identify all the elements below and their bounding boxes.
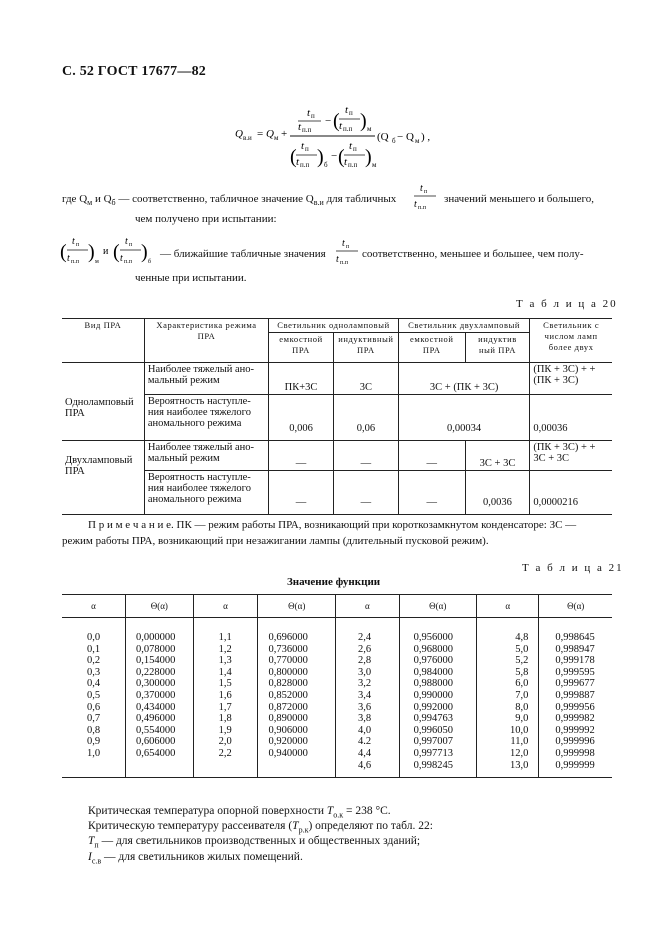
t21-cell: 3,2 xyxy=(358,678,372,690)
t21-cell: 0,984000 xyxy=(413,666,453,678)
t21-h-theta2: Θ(α) xyxy=(258,595,336,618)
svg-text:б: б xyxy=(148,259,152,265)
t21-cell: 2,0 xyxy=(218,736,232,748)
t20-r4c5: 0,0000216 xyxy=(530,471,612,515)
t21-cell: 1,2 xyxy=(218,643,232,655)
t21-cell: 0,228000 xyxy=(136,666,176,678)
t21-h-alpha3: α xyxy=(336,595,400,618)
t21-cell: 0,999677 xyxy=(555,678,595,690)
t20-r1c4: (ПК + 3С) + + (ПК + 3С) xyxy=(530,363,612,395)
svg-text:(: ( xyxy=(60,241,67,263)
t21-cell: 0,9 xyxy=(87,736,101,748)
t21-cell: 0,3 xyxy=(87,666,101,678)
t21-cell: 0,770000 xyxy=(268,655,308,667)
num-t1: t xyxy=(307,107,311,119)
t21-h-theta4: Θ(α) xyxy=(567,601,585,611)
bottom-line-2: Критическую температуру рассеивателя $(T_{р.к})$ определяют по табл. 22: xyxy=(88,820,433,835)
svg-text:п.п: п.п xyxy=(71,259,79,265)
t20-r1c1: ПК+3С xyxy=(269,363,334,395)
t20-r3c2: — xyxy=(333,441,398,471)
formula xyxy=(235,103,465,178)
t21-cell: 0,154000 xyxy=(136,655,176,667)
t20-r4c2: — xyxy=(333,471,398,515)
den-b-sub: б xyxy=(324,161,328,169)
t20-prob-2: Вероятность наступле-ния наиболее тяжелого аномального режима xyxy=(144,471,268,515)
svg-text:п: п xyxy=(129,242,133,248)
t20-r1c3: 3С + (ПК + 3С) xyxy=(398,363,529,395)
svg-text:п: п xyxy=(346,244,350,250)
formula-tail-open: (Q xyxy=(377,131,389,143)
t21-cell: 0,992000 xyxy=(413,701,453,713)
formula-tail-end: ) , xyxy=(421,131,431,143)
svg-text:t: t xyxy=(120,253,123,264)
num-t1-sub: п xyxy=(311,112,315,120)
formula-tail-m: м xyxy=(415,137,420,145)
table21-caption: Т а б л и ц а 21 xyxy=(522,562,624,574)
t21-cell: 0,1 xyxy=(87,643,101,655)
formula-tail-b: б xyxy=(392,137,396,145)
den-paren1-l: ( xyxy=(290,146,297,168)
formula-lhs-sub: в.и xyxy=(243,134,252,142)
t21-cell: 4,8 xyxy=(515,632,529,643)
t20-r2c3: 0,00034 xyxy=(398,395,529,441)
svg-text:t: t xyxy=(420,183,423,194)
t20-r3c1: — xyxy=(269,441,334,471)
t21-cell: 0,999996 xyxy=(555,736,595,748)
svg-text:п.п: п.п xyxy=(124,259,132,265)
t21-cell: 1,1 xyxy=(218,632,232,643)
text-line-3: — ближайшие табличные значения xyxy=(160,248,326,260)
text-line-1-end: значений меньшего и большего, xyxy=(444,193,595,205)
t20-r2c1: 0,006 xyxy=(269,395,334,441)
t21-cell: 0,7 xyxy=(87,713,101,725)
t21-cell: 0,998645 xyxy=(555,632,595,643)
t21-cell: 0,370000 xyxy=(136,689,176,701)
t21-cell: 1,9 xyxy=(218,724,232,736)
t21-cell: 0,000000 xyxy=(136,632,176,643)
t21-h-alpha4: α xyxy=(476,595,538,618)
bottom-line-1: Критическая температура опорной поверхности $T_{о.к} = 238$ °С. xyxy=(88,805,391,820)
t21-cell: 4,4 xyxy=(358,747,372,759)
t21-cell: 0,696000 xyxy=(268,632,308,643)
t21-cell: 0,300000 xyxy=(136,678,176,690)
svg-text:t: t xyxy=(342,238,345,249)
page-header: С. 52 ГОСТ 17677—82 xyxy=(62,64,206,79)
t20-h-cap: емкостной ПРА xyxy=(269,333,334,363)
formula-tail-mid: − Q xyxy=(397,131,414,143)
t21-col-theta1 xyxy=(126,618,194,778)
t21-h-theta1: Θ(α) xyxy=(126,595,194,618)
den-t2: t xyxy=(349,140,353,152)
num-t2-sub: п xyxy=(349,109,353,117)
t20-row-two-lamp: Двухламповый ПРА xyxy=(62,441,144,515)
den-paren1-r: ) xyxy=(317,146,324,168)
t21-cell: 0,999982 xyxy=(555,713,595,725)
t21-cell: 3,4 xyxy=(358,689,372,701)
t21-cell: 0,2 xyxy=(87,655,101,667)
t21-cell: 0,736000 xyxy=(268,643,308,655)
t21-cell: 0,976000 xyxy=(413,655,453,667)
den-t2-den-sub: п.п xyxy=(348,161,358,169)
svg-text:м: м xyxy=(95,259,99,265)
t20-heavy-2: Наиболее тяжелый ано-мальный режим xyxy=(144,441,268,471)
t20-h-two: Светильник двухламповый xyxy=(398,319,529,333)
num-paren-r: ) xyxy=(360,110,367,132)
t21-cell: 1,0 xyxy=(87,747,101,759)
svg-text:п.п: п.п xyxy=(340,260,348,266)
t21-cell: 0,496000 xyxy=(136,713,176,725)
svg-text:(: ( xyxy=(113,241,120,263)
den-paren2-r: ) xyxy=(365,146,372,168)
den-m-sub: м xyxy=(372,161,377,169)
t21-cell: 0,956000 xyxy=(413,632,453,643)
bottom-line-4: $I_{с.в}$ — для светильников жилых помещений. xyxy=(88,851,303,866)
t21-cell: 0,654000 xyxy=(136,747,176,759)
den-t2-sub: п xyxy=(353,145,357,153)
formula-qm-sub: м xyxy=(274,134,279,142)
num-t2-den: t xyxy=(339,120,343,132)
t20-r3c5: (ПК + 3С) + + 3С + 3С xyxy=(530,441,612,471)
svg-text:): ) xyxy=(88,241,95,263)
t21-cell: 0,999178 xyxy=(555,655,595,667)
t21-cell: 0,940000 xyxy=(268,747,308,759)
text-line-1: где $Q_м$ и $Q_б$ — соответственно, табличное значение $Q_{в.и}$ для табличных xyxy=(62,193,397,208)
bottom-line-3: $T_п$ — для светильников производственных и общественных зданий; xyxy=(88,835,421,850)
t20-r2c2: 0,06 xyxy=(333,395,398,441)
t21-cell: 0,999956 xyxy=(555,701,595,713)
t20-r2c4: 0,00036 xyxy=(530,395,612,441)
den-minus: − xyxy=(331,150,338,162)
t21-col-alpha1 xyxy=(62,618,126,778)
num-t2: t xyxy=(345,104,349,116)
t21-h-theta3: Θ(α) xyxy=(399,595,476,618)
t21-cell: 6,0 xyxy=(515,678,529,690)
t21-col-alpha3 xyxy=(336,618,400,778)
t21-cell: 0,994763 xyxy=(413,713,453,725)
formula-lhs: Q xyxy=(235,128,243,140)
t21-cell: 4,6 xyxy=(358,759,372,771)
t21-cell: 0,5 xyxy=(87,689,101,701)
t21-cell: 0,998245 xyxy=(413,759,453,771)
t21-cell: 4,0 xyxy=(358,724,372,736)
t21-cell: 0,872000 xyxy=(268,701,308,713)
t21-cell: 0,990000 xyxy=(413,689,453,701)
svg-text:и: и xyxy=(103,246,109,257)
t21-col-alpha2 xyxy=(193,618,258,778)
t21-cell: 0,997007 xyxy=(413,736,453,748)
inline-frac-pair xyxy=(60,233,160,273)
t20-r1c2: 3С xyxy=(333,363,398,395)
t21-cell: 1,7 xyxy=(218,701,232,713)
t21-cell: 0,999999 xyxy=(555,759,595,771)
t20-h-cap2: емкостной ПРА xyxy=(398,333,465,363)
t21-cell: 0,999887 xyxy=(555,689,595,701)
den-paren2-l: ( xyxy=(338,146,345,168)
num-t1-den-sub: п.п xyxy=(302,126,312,134)
t21-cell: 2,4 xyxy=(358,632,372,643)
t21-cell: 0,998947 xyxy=(555,643,595,655)
formula-plus: + xyxy=(281,128,288,140)
inline-frac-1 xyxy=(412,180,438,214)
t21-cell: 0,554000 xyxy=(136,724,176,736)
t21-cell: 4.2 xyxy=(358,736,372,748)
t21-cell: 5,2 xyxy=(515,655,529,667)
t21-cell: 0,988000 xyxy=(413,678,453,690)
t21-cell: 11,0 xyxy=(510,736,529,748)
t21-cell: 0,6 xyxy=(87,701,101,713)
table-20 xyxy=(62,318,612,515)
note-line-1: П р и м е ч а н и е. ПК — режим работы ПРА, возникающий при короткозамкнутом конденсаторе: ЗС — xyxy=(88,519,577,531)
den-t1-den-sub: п.п xyxy=(300,161,310,169)
t20-h-ind: индуктивный ПРА xyxy=(333,333,398,363)
t20-r4c3: — xyxy=(398,471,465,515)
t21-cell: 0,997713 xyxy=(413,747,453,759)
t21-col-theta2 xyxy=(258,618,336,778)
den-t1-den: t xyxy=(296,156,300,168)
t21-cell: 13,0 xyxy=(510,759,529,771)
t20-h-char: Характеристика режима ПРА xyxy=(144,319,268,363)
t20-h-one: Светильник одноламповый xyxy=(269,319,399,333)
svg-text:t: t xyxy=(336,254,339,265)
num-paren-l: ( xyxy=(333,110,340,132)
t21-cell: 0,606000 xyxy=(136,736,176,748)
t21-cell: 0,968000 xyxy=(413,643,453,655)
t21-cell: 0,8 xyxy=(87,724,101,736)
text-line-2: чем получено при испытании: xyxy=(135,213,277,225)
table21-title: Значение функции xyxy=(287,576,381,588)
t20-r3c3: — xyxy=(398,441,465,471)
t21-cell: 0,800000 xyxy=(268,666,308,678)
t21-cell: 2,6 xyxy=(358,643,372,655)
den-t1: t xyxy=(301,140,305,152)
svg-text:t: t xyxy=(67,253,70,264)
formula-eq: = xyxy=(257,128,264,140)
t20-r4c1: — xyxy=(269,471,334,515)
t21-cell: 1,5 xyxy=(218,678,232,690)
t21-cell: 1,4 xyxy=(218,666,232,678)
t21-col-alpha4 xyxy=(476,618,538,778)
note-line-2: режим работы ПРА, возникающий при незажигании лампы (длительный пусковой режим). xyxy=(62,535,489,547)
num-t1-den: t xyxy=(298,121,302,133)
svg-text:t: t xyxy=(125,236,128,247)
t20-row-one-lamp: Одноламповый ПРА xyxy=(62,363,144,441)
t21-cell: 3,8 xyxy=(358,713,372,725)
t21-cell: 0,996050 xyxy=(413,724,453,736)
t20-prob-1: Вероятность наступле-ния наиболее тяжелого аномального режима xyxy=(144,395,268,441)
t21-cell: 9,0 xyxy=(515,713,529,725)
t21-cell: 0,999998 xyxy=(555,747,595,759)
svg-text:t: t xyxy=(72,236,75,247)
t21-cell: 0,920000 xyxy=(268,736,308,748)
t20-r3c4: 3С + 3С xyxy=(465,441,530,471)
t21-cell: 5,8 xyxy=(515,666,529,678)
table20-caption: Т а б л и ц а 20 xyxy=(516,298,618,310)
text-line-3-end: соответственно, меньшее и большее, чем полу- xyxy=(362,248,584,260)
t21-cell: 0,999992 xyxy=(555,724,595,736)
t21-cell: 10,0 xyxy=(510,724,529,736)
t21-h-alpha2: α xyxy=(193,595,258,618)
t21-col-theta3 xyxy=(399,618,476,778)
t20-h-more: Светильник с числом ламп более двух xyxy=(530,319,612,363)
t21-cell: 0,434000 xyxy=(136,701,176,713)
t21-cell: 2,8 xyxy=(358,655,372,667)
num-minus: − xyxy=(325,115,332,127)
svg-text:п: п xyxy=(76,242,80,248)
svg-text:t: t xyxy=(414,199,417,210)
t21-cell: 5,0 xyxy=(515,643,529,655)
t21-cell: 7,0 xyxy=(515,689,529,701)
text-line-4: ченные при испытании. xyxy=(135,272,247,284)
t21-cell: 0,906000 xyxy=(268,724,308,736)
den-t1-sub: п xyxy=(305,145,309,153)
table-21 xyxy=(62,594,612,778)
t21-cell: 0,852000 xyxy=(268,689,308,701)
formula-graphic xyxy=(235,103,465,178)
svg-text:): ) xyxy=(141,241,148,263)
t20-heavy-1: Наиболее тяжелый ано-мальный режим xyxy=(144,363,268,395)
t21-cell: 0,4 xyxy=(87,678,101,690)
t21-cell: 1,3 xyxy=(218,655,232,667)
t21-cell: 1,6 xyxy=(218,689,232,701)
t20-h-vid: Вид ПРА xyxy=(62,319,144,363)
t21-cell: 3,0 xyxy=(358,666,372,678)
t21-cell: 8,0 xyxy=(515,701,529,713)
t21-col-theta4 xyxy=(539,618,612,778)
t21-cell: 0,828000 xyxy=(268,678,308,690)
t21-cell: 0,890000 xyxy=(268,713,308,725)
den-t2-den: t xyxy=(344,156,348,168)
t21-cell: 0,0 xyxy=(87,632,101,643)
t21-cell: 0,999595 xyxy=(555,666,595,678)
inline-frac-2 xyxy=(334,235,360,269)
t20-h-ind2: индуктив ный ПРА xyxy=(465,333,530,363)
t21-cell: 0,078000 xyxy=(136,643,176,655)
t21-cell: 1,8 xyxy=(218,713,232,725)
num-t2-den-sub: п.п xyxy=(343,125,353,133)
num-m-sub: м xyxy=(367,125,372,133)
formula-qm: Q xyxy=(266,128,274,140)
t21-cell: 12,0 xyxy=(510,747,529,759)
t21-h-alpha1: α xyxy=(62,595,126,618)
svg-text:п.п: п.п xyxy=(418,205,426,211)
svg-text:п: п xyxy=(424,189,428,195)
t21-cell: 2,2 xyxy=(218,747,232,759)
t21-cell: 3,6 xyxy=(358,701,372,713)
t20-r4c4: 0,0036 xyxy=(465,471,530,515)
